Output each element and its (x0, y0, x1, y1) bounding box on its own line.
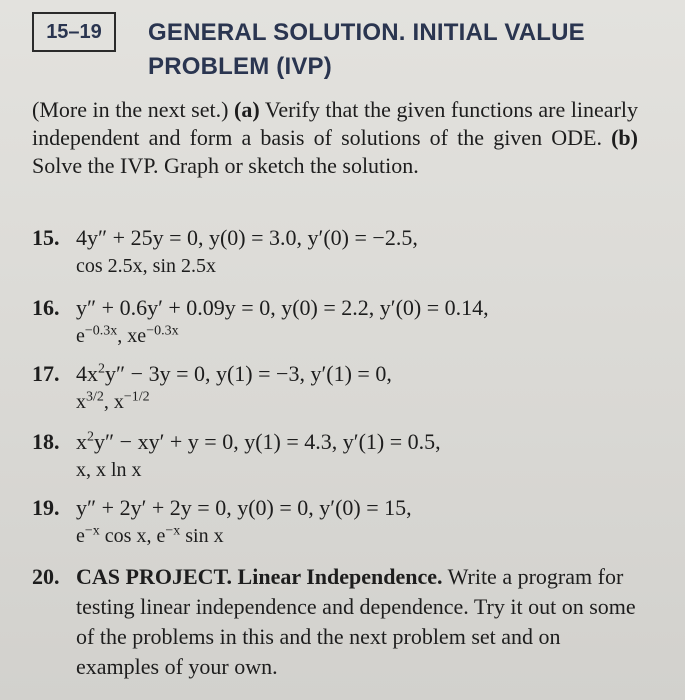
problem-number: 15. (32, 225, 60, 250)
instructions-paragraph (32, 96, 638, 180)
problem-basis: $x^{3/2}$, $x^{-1/2}$ (76, 389, 150, 413)
problem-ode: 4y″ + 25y = 0, y(0) = 3.0, y′(0) = −2.5, (76, 225, 418, 250)
problem-number: 18. (32, 429, 60, 454)
section-title (148, 16, 668, 84)
problem-number: 19. (32, 495, 60, 520)
project-text (76, 562, 638, 682)
problem-ode: $4x^2y'' - 3y = 0$, y(1) = −3, y′(1) = 0, (76, 361, 392, 386)
problem-ode: y″ + 0.6y′ + 0.09y = 0, y(0) = 2.2, y′(0) = 0.14, (76, 295, 489, 320)
project-description: Write a program for testing linear independence and dependence. Try it out on some of the problems in this and the next problem set and on examples of your own. (76, 564, 636, 679)
problem-number: 17. (32, 361, 60, 386)
part-a-label: (a) (234, 97, 260, 122)
problem-basis: x, x ln x (76, 459, 142, 481)
problem-basis: $e^{-x}$ cos x, $e^{-x}$ sin x (76, 523, 224, 547)
section-title-line-2: PROBLEM (IVP) (148, 53, 332, 80)
part-b-label: (b) (611, 125, 638, 150)
problem-ode: $x^2y'' - xy' + y = 0$, y(1) = 4.3, y′(1) = 0.5, (76, 429, 441, 454)
problem-19 (32, 494, 652, 550)
problem-number: 16. (32, 295, 60, 320)
problem-basis: $e^{-0.3x}$, $xe^{-0.3x}$ (76, 323, 179, 347)
problem-ode: y″ + 2y′ + 2y = 0, y(0) = 0, y′(0) = 15, (76, 495, 412, 520)
problem-number: 20. (32, 564, 60, 589)
project-heading: CAS PROJECT. Linear Independence. (76, 564, 443, 589)
problem-16 (32, 294, 652, 350)
problem-17 (32, 360, 652, 416)
section-title-line-1: GENERAL SOLUTION. INITIAL VALUE (148, 19, 585, 46)
intro-text-3: Solve the IVP. Graph or sketch the solution. (32, 153, 419, 178)
problem-18 (32, 428, 652, 484)
intro-text-1: (More in the next set.) (32, 97, 235, 122)
intro-text-2: Verify that the given functions are linearly independent and form a basis of solutions of the given ODE. (32, 97, 639, 150)
problem-15 (32, 224, 652, 280)
problem-20 (32, 562, 638, 682)
problem-basis: cos 2.5x, sin 2.5x (76, 255, 216, 277)
problem-range-label: 15–19 (32, 12, 116, 52)
